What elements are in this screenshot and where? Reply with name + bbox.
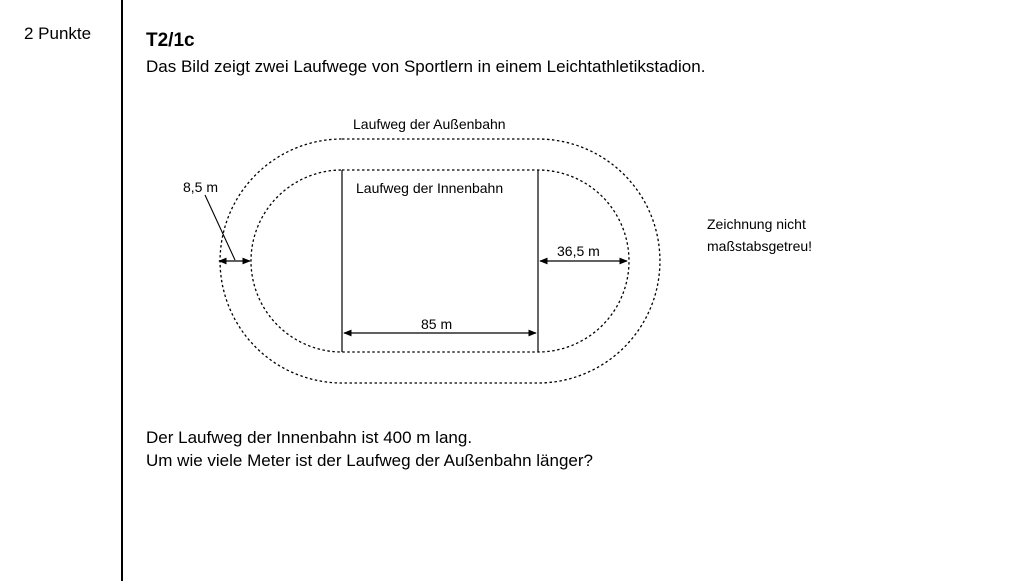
question-line-1: Der Laufweg der Innenbahn ist 400 m lang. bbox=[146, 428, 473, 447]
task-question bbox=[146, 426, 593, 472]
inner-track-label: Laufweg der Innenbahn bbox=[356, 180, 504, 196]
outer-track-label: Laufweg der Außenbahn bbox=[353, 116, 506, 132]
scale-note-line1: Zeichnung nicht bbox=[707, 216, 806, 232]
task-intro: Das Bild zeigt zwei Laufwege von Sportlern in einem Leichtathletikstadion. bbox=[146, 57, 706, 76]
gap-label: 8,5 m bbox=[183, 179, 219, 195]
task-id: T2/1c bbox=[146, 30, 195, 51]
points-label: 2 Punkte bbox=[24, 24, 92, 43]
scale-note-line2: maßstabsgetreu! bbox=[707, 238, 813, 254]
radius-label: 36,5 m bbox=[557, 243, 600, 259]
length-label: 85 m bbox=[421, 316, 453, 332]
question-line-2: Um wie viele Meter ist der Laufweg der Außenbahn länger? bbox=[146, 451, 593, 470]
